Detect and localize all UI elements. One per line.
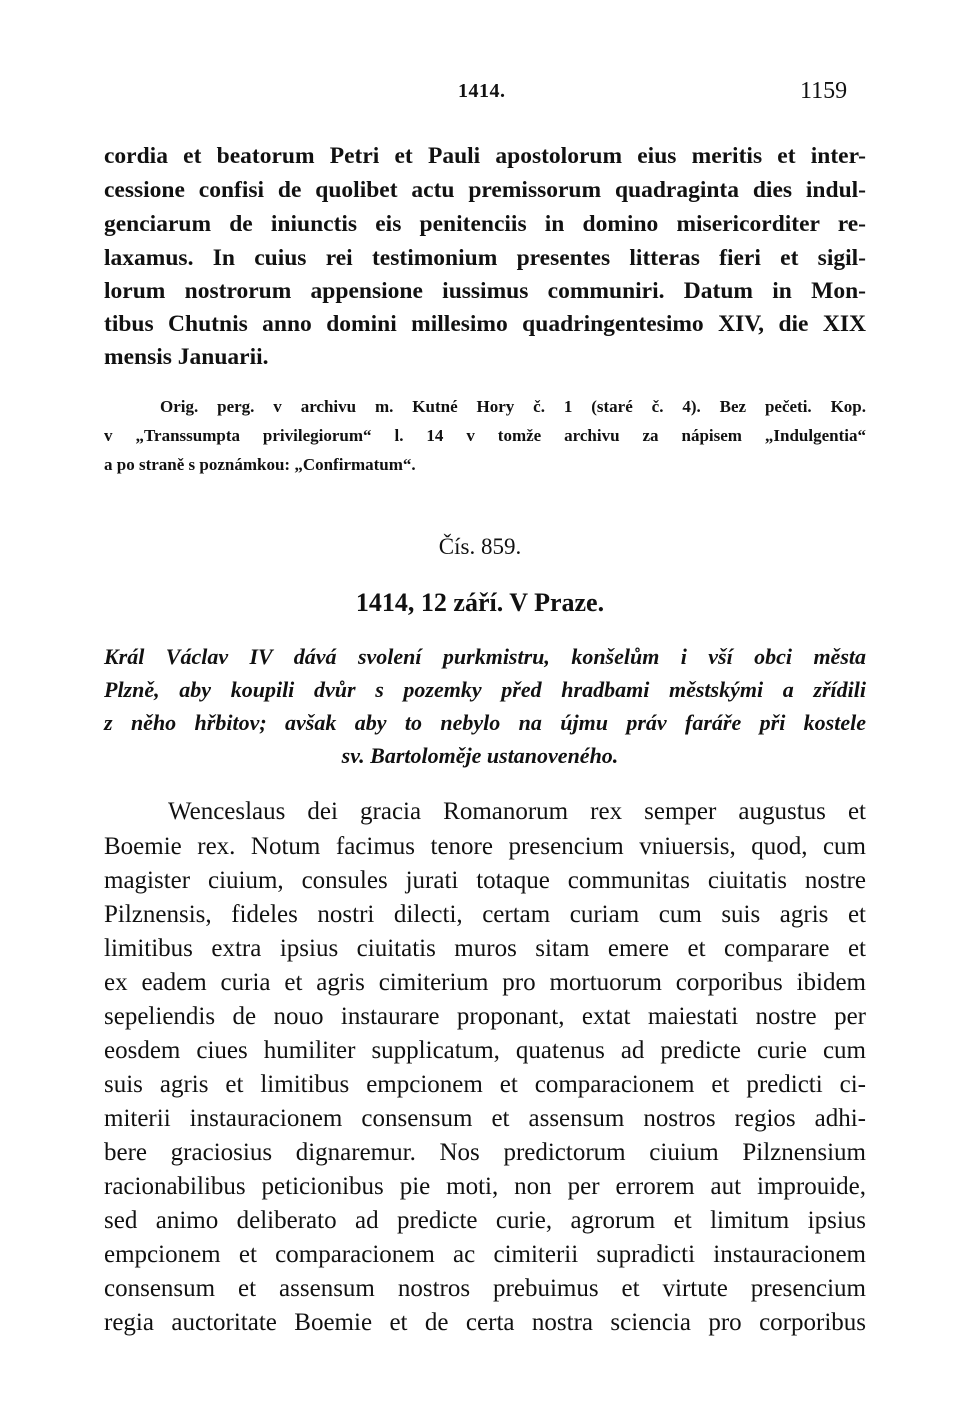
text-line: laxamus. In cuius rei testimonium presentes litteras fieri et sigil- (104, 245, 866, 271)
document-number: Čís. 859. (438, 534, 522, 559)
regest-line: Plzně, aby koupili dvůr s pozemky před hradbami městskými a zřídili (104, 677, 866, 702)
text-line: miterii instauracionem consensum et assensum nostros regios adhi- (104, 1105, 866, 1132)
text-line: suis agris et limitibus empcionem et comparacionem et predicti ci- (104, 1071, 866, 1098)
note-line: Orig. perg. v archivu m. Kutné Hory č. 1 (staré č. 4). Bez pečeti. Kop. (160, 397, 866, 416)
note-line: v „Transsumpta privilegiorum“ l. 14 v tomže archivu za nápisem „Indulgentia“ (104, 426, 866, 445)
text-line: Wenceslaus dei gracia Romanorum rex semper augustus et (168, 798, 866, 825)
text-line: cordia et beatorum Petri et Pauli apostolorum eius meritis et inter- (104, 143, 866, 169)
document-date: 1414, 12 září. V Praze. (355, 588, 605, 617)
text-line: sed animo deliberato ad predicte curie, agrorum et limitum ipsius (104, 1207, 866, 1234)
text-line: tibus Chutnis anno domini millesimo quadringentesimo XIV, die XIX (104, 311, 866, 337)
text-line: empcionem et comparacionem ac cimiterii supradicti instauracionem (104, 1241, 866, 1268)
text-line: ex eadem curia et agris cimiterium pro mortuorum corporibus ibidem (104, 969, 866, 996)
text-line: limitibus extra ipsius ciuitatis muros sitam emere et comparare et (104, 935, 866, 962)
text-line: mensis Januarii. (104, 344, 269, 370)
text-line: sepeliendis de nouo instaurare proponant, extat maiestati nostre per (104, 1003, 866, 1030)
regest-line: z něho hřbitov; avšak aby to nebylo na újmu práv faráře při kostele (104, 710, 866, 735)
text-line: bere graciosius dignaremur. Nos predictorum ciuium Pilznensium (104, 1139, 866, 1166)
page-number: 1159 (800, 78, 848, 104)
regest-line: sv. Bartoloměje ustanoveného. (341, 743, 619, 768)
text-line: racionabilibus peticionibus pie moti, non per errorem aut improuide, (104, 1173, 866, 1200)
text-line: lorum nostrorum appensione iussimus communiri. Datum in Mon- (104, 278, 866, 304)
text-line: consensum et assensum nostros prebuimus et virtute presencium (104, 1275, 866, 1302)
running-header-year: 1414. (458, 80, 506, 102)
regest-line: Král Václav IV dává svolení purkmistru, konšelům i vší obci města (104, 644, 866, 669)
text-line: Pilznensis, fideles nostri dilecti, certam curiam cum suis agris et (104, 901, 866, 928)
text-line: cessione confisi de quolibet actu premissorum quadraginta dies indul- (104, 177, 866, 203)
text-line: magister ciuium, consules jurati totaque communitas ciuitatis nostre (104, 867, 866, 894)
note-line: a po straně s poznámkou: „Confirmatum“. (104, 455, 416, 474)
text-line: regia auctoritate Boemie et de certa nostra sciencia pro corporibus (104, 1309, 866, 1336)
text-line: genciarum de iniunctis eis penitenciis in domino misericorditer re- (104, 211, 866, 237)
text-line: eosdem ciues humiliter supplicatum, quatenus ad predicte curie cum (104, 1037, 866, 1064)
text-line: Boemie rex. Notum facimus tenore presencium vniuersis, quod, cum (104, 833, 866, 860)
